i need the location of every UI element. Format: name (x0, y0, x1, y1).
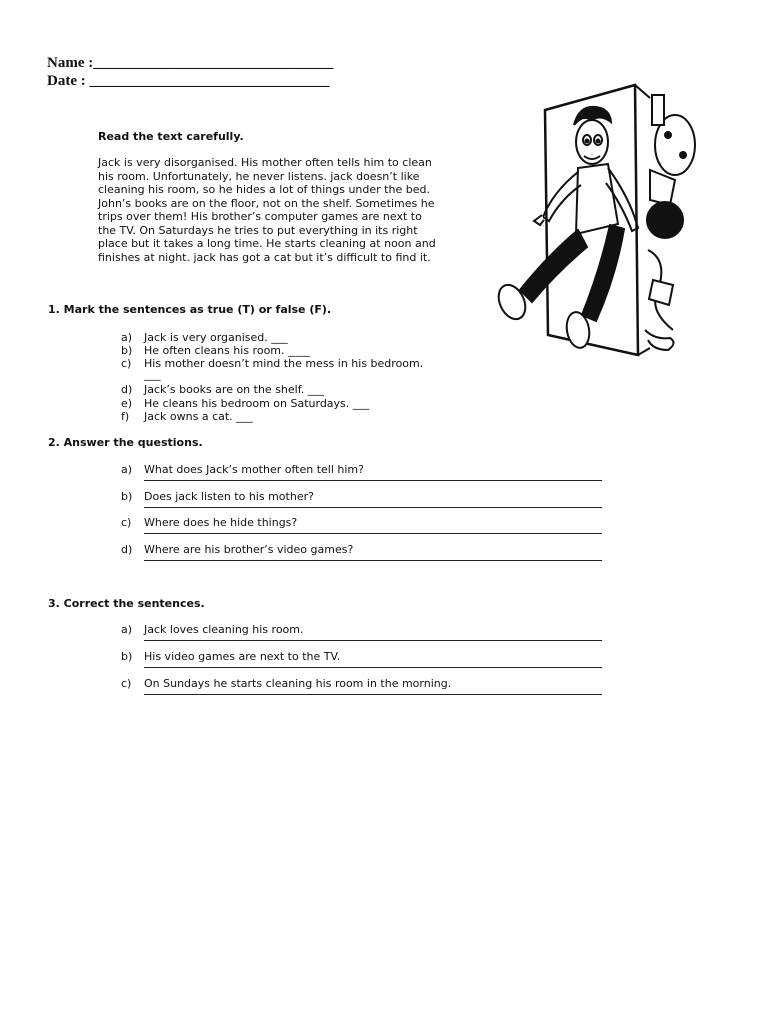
item-letter: a) (121, 623, 133, 636)
answer-line[interactable] (144, 560, 602, 561)
answer-line[interactable] (144, 640, 602, 641)
date-field-line: Date : ________________________________ (47, 73, 330, 89)
item-text: Jack is very organised. ___ (144, 331, 288, 344)
item-letter: b) (121, 490, 133, 503)
name-field-line: Name :________________________________ (47, 55, 334, 71)
section-2-title: 2. Answer the questions. (48, 436, 203, 449)
item-letter: c) (121, 357, 132, 370)
item-letter: d) (121, 543, 133, 556)
answer-line[interactable] (144, 667, 602, 668)
item-text: His video games are next to the TV. (144, 650, 341, 663)
boy-at-closet-illustration (470, 80, 700, 380)
item-text: He often cleans his room. ____ (144, 344, 311, 357)
answer-line[interactable] (144, 480, 602, 481)
item-text: Jack owns a cat. ___ (144, 410, 253, 423)
item-text: Jack’s books are on the shelf. ___ (144, 383, 325, 396)
reading-passage: Jack is very disorganised. His mother often tells him to clean his room. Unfortunately, he never listens. jack doesn’t like cleaning his room, so he hides a lot of things under the bed. John’s books are on the floor, not on the shelf. Sometimes he trips over them! His brother’s computer games are next to the TV. On Saturdays he tries to put everything in its right place but it takes a long time. He starts cleaning at noon and finishes at night. jack has got a cat but it’s difficult to find it. (98, 156, 436, 264)
item-text: Where are his brother’s video games? (144, 543, 354, 556)
item-text: Where does he hide things? (144, 516, 298, 529)
item-letter: e) (121, 397, 133, 410)
answer-line[interactable] (144, 507, 602, 508)
item-letter: a) (121, 331, 133, 344)
item-text: On Sundays he starts cleaning his room in the morning. (144, 677, 452, 690)
item-letter: d) (121, 383, 133, 396)
item-letter: f) (121, 410, 130, 423)
item-text: He cleans his bedroom on Saturdays. ___ (144, 397, 370, 410)
reading-heading: Read the text carefully. (98, 130, 244, 143)
item-text: Jack loves cleaning his room. (144, 623, 304, 636)
item-blank: ___ (144, 368, 161, 381)
answer-line[interactable] (144, 694, 602, 695)
item-text: What does Jack’s mother often tell him? (144, 463, 364, 476)
answer-line[interactable] (144, 533, 602, 534)
section-1-title: 1. Mark the sentences as true (T) or false (F). (48, 303, 332, 316)
item-letter: c) (121, 516, 132, 529)
item-letter: a) (121, 463, 133, 476)
item-text: Does jack listen to his mother? (144, 490, 314, 503)
item-letter: c) (121, 677, 132, 690)
item-letter: b) (121, 650, 133, 663)
section-3-title: 3. Correct the sentences. (48, 597, 205, 610)
item-text: His mother doesn’t mind the mess in his bedroom. (144, 357, 424, 370)
item-letter: b) (121, 344, 133, 357)
